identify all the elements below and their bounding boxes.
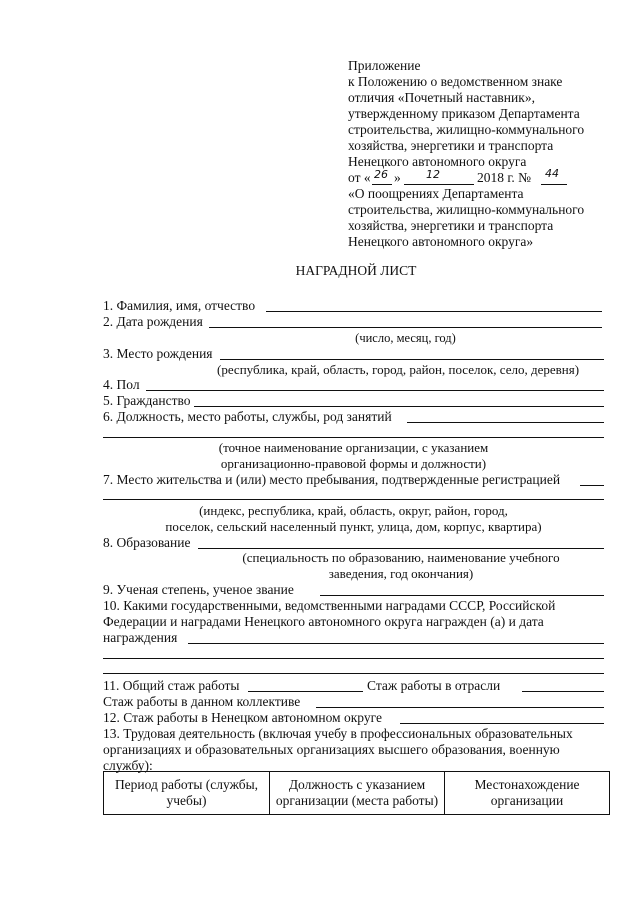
residence-field[interactable] [580, 485, 604, 486]
appendix-title-line: хозяйства, энергетики и транспорта [348, 218, 554, 233]
field-label-birth-place: 3. Место рождения [103, 346, 213, 361]
degree-field[interactable] [320, 595, 604, 596]
field-label-sex: 4. Пол [103, 377, 140, 392]
field-label-awards-3: награждения [103, 630, 178, 645]
field-label-birth-date: 2. Дата рождения [103, 314, 203, 329]
number-underline [541, 184, 567, 185]
appendix-line: Ненецкого автономного округа [348, 154, 527, 169]
field-label-total-experience: 11. Общий стаж работы [103, 678, 240, 693]
appendix-line: отличия «Почетный наставник», [348, 90, 535, 105]
table-header-period [104, 772, 270, 815]
appendix-line: утвержденному приказом Департамента [348, 106, 580, 121]
hint-education-1: (специальность по образованию, наименование учебного [242, 550, 560, 565]
header-text: учебы) [166, 793, 207, 808]
birth-place-field[interactable] [220, 359, 604, 360]
field-label-team-experience: Стаж работы в данном коллективе [103, 694, 301, 709]
field-label-citizenship: 5. Гражданство [103, 393, 191, 408]
awards-field-line-3[interactable] [103, 673, 604, 674]
education-field[interactable] [198, 548, 604, 549]
hint-residence-1: (индекс, республика, край, область, округ, район, город, [199, 503, 508, 518]
hint-position-2: организационно-правовой формы и должности) [220, 456, 487, 471]
hint-birth-place: (республика, край, область, город, район, поселок, село, деревня) [217, 362, 580, 377]
appendix-line: хозяйства, энергетики и транспорта [348, 138, 554, 153]
field-label-residence: 7. Место жительства и (или) место пребывания, подтвержденные регистрацией [103, 472, 561, 487]
hint-residence-2: поселок, сельский населенный пункт, улица, дом, корпус, квартира) [165, 519, 542, 534]
residence-field-line-2[interactable] [103, 499, 604, 500]
appendix-line: строительства, жилищно-коммунального [348, 122, 585, 137]
field-label-degree: 9. Ученая степень, ученое звание [103, 582, 294, 597]
field-label-work-history-3: службу): [103, 758, 153, 773]
awards-field[interactable] [188, 643, 604, 644]
handwritten-month: 12 [426, 168, 440, 181]
handwritten-number: 44 [545, 167, 559, 180]
citizenship-field[interactable] [194, 406, 604, 407]
header-text: Период работы (службы, [114, 777, 259, 792]
date-mid: » [394, 170, 401, 185]
birth-date-field[interactable] [209, 327, 602, 328]
nao-experience-field[interactable] [400, 723, 604, 724]
field-label-nao-experience: 12. Стаж работы в Ненецком автономном округе [103, 710, 382, 725]
header-text: Местонахождение [474, 777, 580, 792]
hint-education-2: заведения, год окончания) [328, 566, 474, 581]
field-label-full-name: 1. Фамилия, имя, отчество [103, 298, 256, 313]
appendix-line: к Положению о ведомственном знаке [348, 74, 563, 89]
team-experience-field[interactable] [316, 707, 604, 708]
position-field[interactable] [407, 422, 604, 423]
handwritten-day: 26 [374, 168, 388, 181]
field-label-education: 8. Образование [103, 535, 191, 550]
awards-field-line-2[interactable] [103, 658, 604, 659]
work-history-table [103, 771, 610, 815]
appendix-title-line: строительства, жилищно-коммунального [348, 202, 585, 217]
header-text: организации [490, 793, 564, 808]
day-underline [372, 184, 392, 185]
field-label-work-history-1: 13. Трудовая деятельность (включая учебу в профессиональных образовательных [103, 726, 573, 741]
field-label-work-history-2: организациях и образовательных организациях высшего образования, военную [103, 742, 560, 757]
full-name-field[interactable] [266, 311, 602, 312]
field-label-awards-2: Федерации и наградами Ненецкого автономного округа награжден (а) и дата [103, 614, 544, 629]
field-label-position: 6. Должность, место работы, службы, род занятий [103, 409, 392, 424]
hint-position-1: (точное наименование организации, с указанием [218, 440, 489, 455]
year-number-text: 2018 г. № [477, 170, 532, 185]
table-header-position [270, 772, 445, 815]
appendix-line: Приложение [348, 58, 421, 73]
page-title: НАГРАДНОЙ ЛИСТ [295, 263, 417, 278]
table-header-row [104, 772, 610, 815]
appendix-title-line: «О поощрениях Департамента [348, 186, 524, 201]
position-field-line-2[interactable] [103, 437, 604, 438]
industry-experience-field[interactable] [522, 691, 604, 692]
total-experience-field[interactable] [248, 691, 363, 692]
appendix-title-line: Ненецкого автономного округа» [348, 234, 534, 249]
header-text: Должность с указанием [288, 777, 426, 792]
field-label-industry-experience: Стаж работы в отрасли [367, 678, 501, 693]
month-underline [404, 184, 474, 185]
field-label-awards-1: 10. Какими государственными, ведомственными наградами СССР, Российской [103, 598, 556, 613]
header-text: организации (места работы) [275, 793, 439, 808]
sex-field[interactable] [146, 390, 604, 391]
hint-birth-date: (число, месяц, год) [355, 331, 456, 345]
date-prefix: от « [348, 170, 371, 185]
table-header-location [445, 772, 610, 815]
